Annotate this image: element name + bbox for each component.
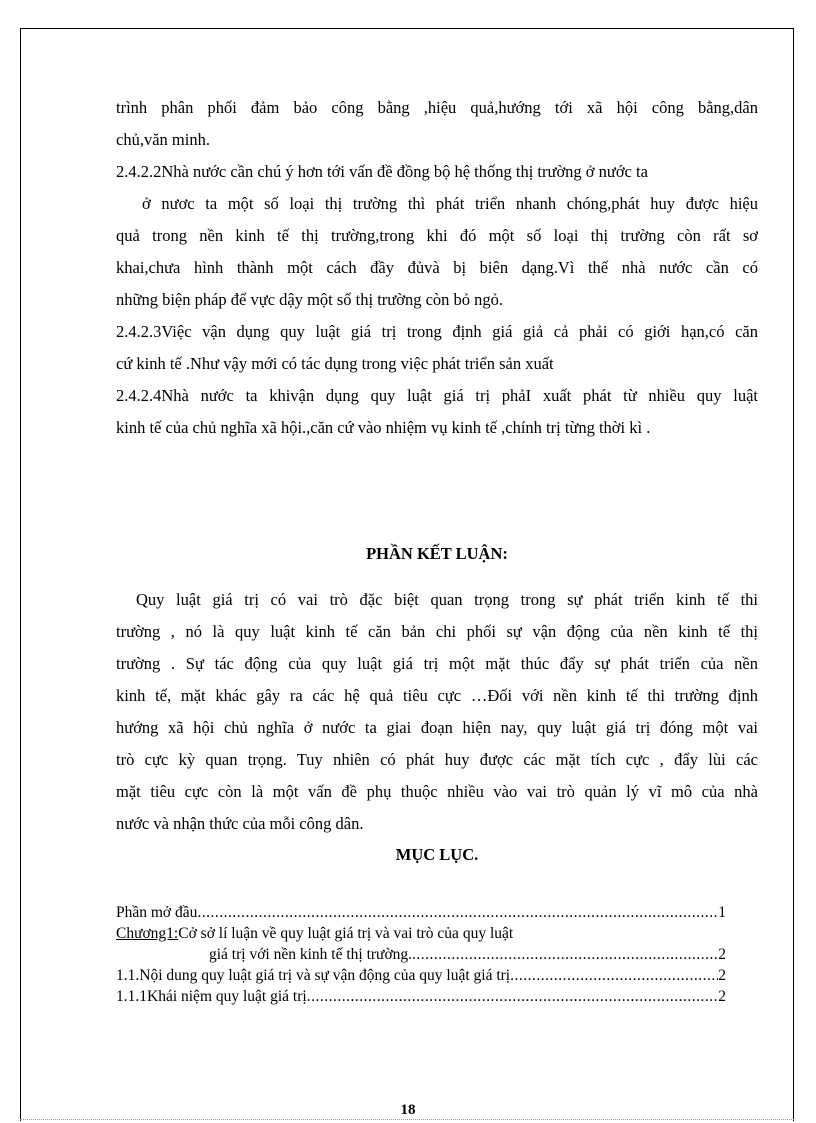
- toc-entry[interactable]: [116, 944, 726, 965]
- toc-entry[interactable]: [116, 986, 726, 1007]
- text-line: trò cực kỳ quan trọng. Tuy nhiên có phát huy được các mặt tích cực , đẩy lùi các: [116, 750, 758, 769]
- section-heading-2-4-2-2: 2.4.2.2Nhà nước cần chú ý hơn tới vấn đề đồng bộ hệ thống thị trường ở nước ta: [116, 162, 648, 181]
- toc-title: MỤC LỤC.: [395, 845, 479, 864]
- page-number: 18: [400, 1102, 416, 1118]
- toc-page-number: 2: [718, 988, 726, 1005]
- body-text-top: [116, 92, 758, 444]
- conclusion-paragraph: [116, 584, 758, 840]
- toc-leader-dots: [412, 944, 718, 965]
- text-line: kinh tế của chủ nghĩa xã hội.,căn cứ vào nhiệm vụ kinh tế ,chính trị từng thời kì .: [116, 418, 651, 437]
- toc-entry[interactable]: [116, 923, 726, 944]
- toc-page-number: 2: [718, 967, 726, 984]
- toc-leader-dots: [197, 902, 718, 923]
- table-of-contents: [116, 902, 726, 1007]
- toc-chapter-label: Chương1:: [116, 925, 179, 942]
- page-bottom-divider: [20, 1119, 794, 1120]
- toc-entry-text: 1.1.Nội dung quy luật giá trị và sự vận động của quy luật giá trị: [116, 967, 511, 984]
- text-line: trường , nó là quy luật kinh tế căn bản chi phối sự vận động của nền kinh tế thị: [116, 622, 758, 641]
- text-line: nước và nhận thức của mỗi công dân.: [116, 814, 364, 833]
- text-line: quả trong nền kinh tế thị trường,trong khi đó một số loại thị trường còn rất sơ: [116, 226, 758, 245]
- toc-page-number: 1: [718, 904, 726, 921]
- toc-entry[interactable]: [116, 965, 726, 986]
- text-line: trường . Sự tác động của quy luật giá trị một mặt thúc đẩy sự phát triển của nền: [116, 654, 758, 673]
- toc-entry[interactable]: [116, 902, 726, 923]
- text-line: ở nươc ta một số loại thị trường thì phát triển nhanh chóng,phát huy được hiệu: [142, 194, 758, 213]
- conclusion-title: PHẦN KẾT LUẬN:: [366, 544, 508, 563]
- toc-leader-dots: [307, 986, 719, 1007]
- toc-entry-text: Phần mở đầu: [116, 904, 198, 921]
- text-line: Quy luật giá trị có vai trò đặc biệt quan trọng trong sự phát triển kinh tế thi: [136, 590, 758, 609]
- toc-entry-text: 1.1.1Khái niệm quy luật giá trị: [116, 988, 307, 1005]
- text-line: mặt tiêu cực còn là một vấn đề phụ thuộc nhiều vào vai trò quản lý vĩ mô của nhà: [116, 782, 758, 801]
- toc-entry-text: Cở sở lí luận về quy luật giá trị và vai trò của quy luật: [178, 925, 514, 942]
- text-line: những biện pháp để vực dậy một số thị trường còn bỏ ngỏ.: [116, 290, 504, 309]
- text-line: khai,chưa hình thành một cách đầy đủvà bị biên dạng.Vì thế nhà nước cần có: [116, 258, 758, 277]
- toc-leader-dots: [510, 965, 718, 986]
- toc-entry-text: giá trị với nền kinh tế thị trường.: [209, 946, 413, 963]
- text-line: hướng xã hội chủ nghĩa ở nước ta giai đoạn hiện nay, quy luật giá trị đóng một vai: [116, 718, 758, 737]
- text-line: kinh tế, mặt khác gây ra các hệ quả tiêu cực …Đối với nền kinh tế thi trường định: [116, 686, 758, 705]
- section-heading-2-4-2-3: 2.4.2.3Việc vận dụng quy luật giá trị trong định giá giả cả phải có giới hạn,có căn: [116, 322, 758, 341]
- section-heading-2-4-2-4: 2.4.2.4Nhà nước ta khivận dụng quy luật giá trị phảI xuất phát từ nhiều quy luật: [116, 386, 758, 405]
- text-line: trình phân phối đảm bảo công bằng ,hiệu quả,hướng tới xã hội công bằng,dân: [116, 98, 758, 117]
- text-line: chủ,văn minh.: [116, 130, 210, 149]
- text-line: cứ kinh tế .Như vậy mới có tác dụng trong việc phát triển sản xuất: [116, 354, 554, 373]
- toc-page-number: 2: [718, 946, 726, 963]
